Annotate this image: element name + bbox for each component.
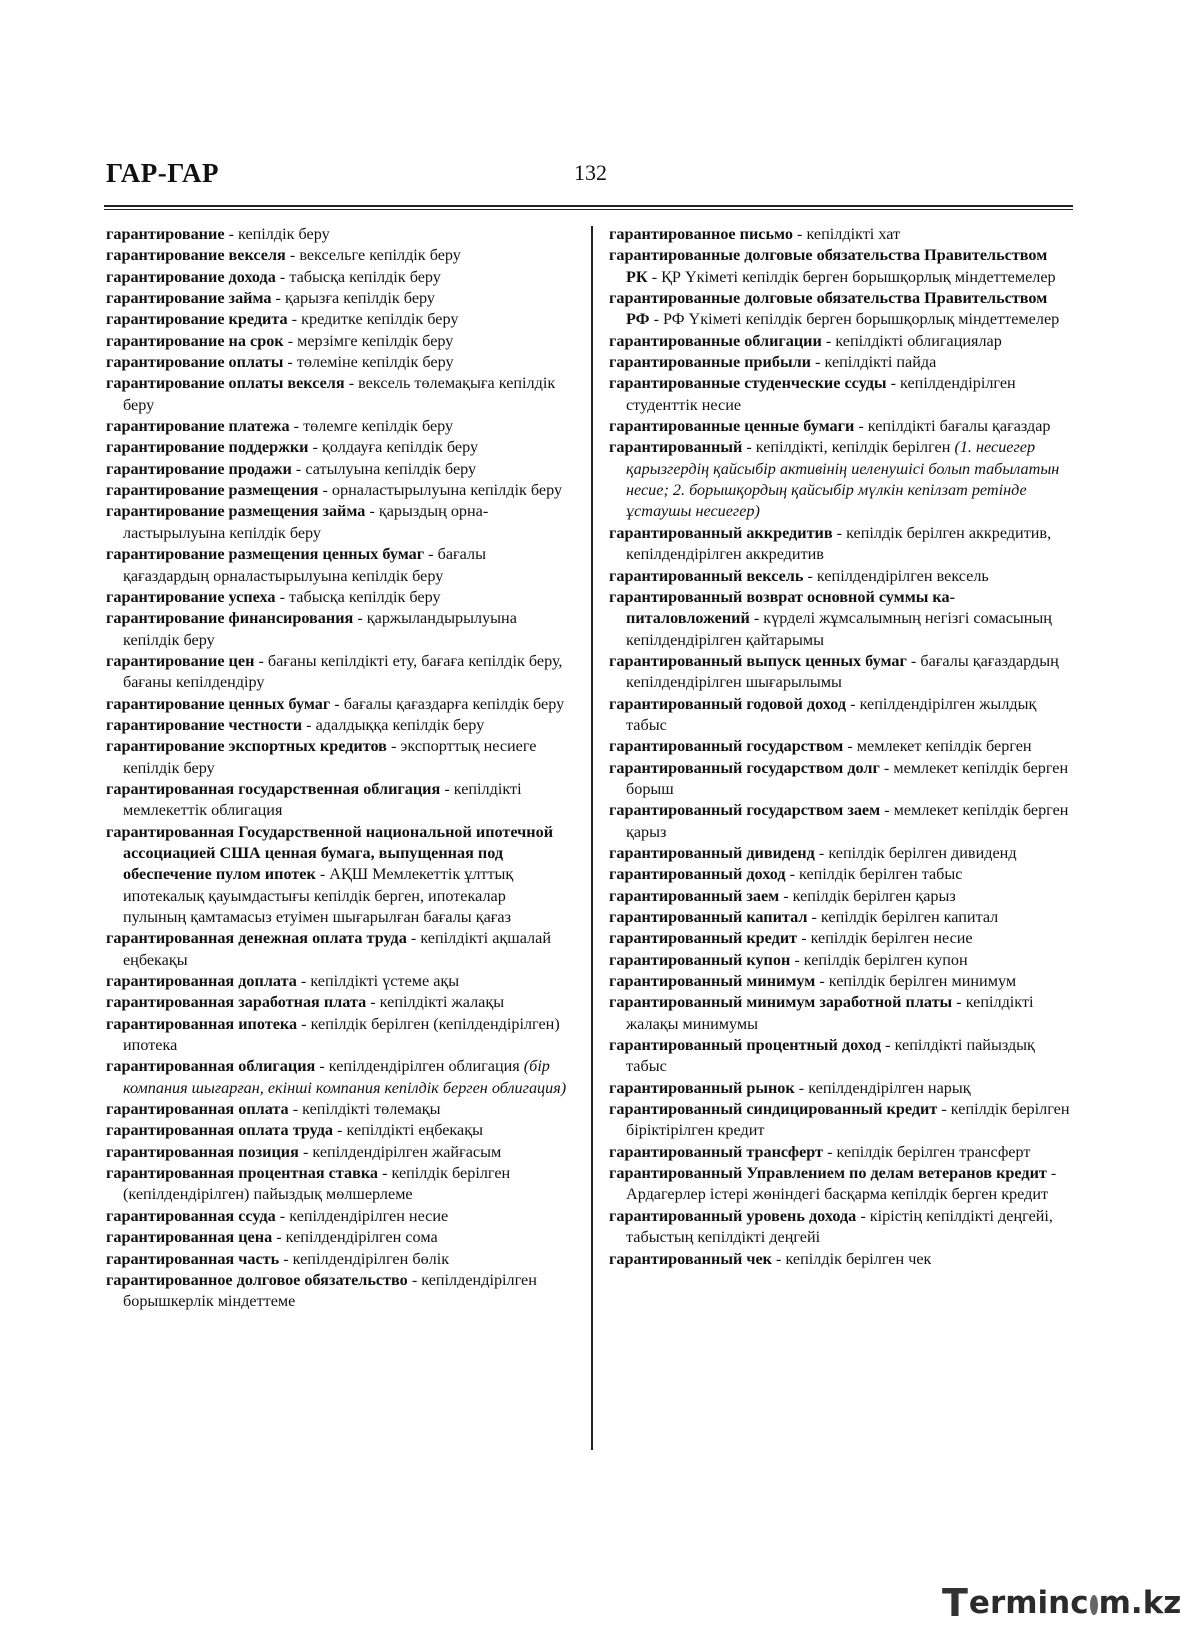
entry-term: гарантирование на срок [106, 331, 284, 350]
dictionary-entry [106, 822, 568, 929]
entry-separator: - [647, 267, 662, 286]
entry-separator: - [797, 929, 811, 948]
entry-definition: мемлекет кепілдік берген [856, 737, 1032, 756]
entry-separator: - [880, 801, 894, 820]
dictionary-entry [609, 1163, 1071, 1206]
entry-definition: АҚШ Мемлекеттік ұлттық ипотекалық қауымдастығы кепілдік берген, ипотекалар пулының қамтамасыз етуімен шығарылған бағалы қағаз [123, 865, 514, 926]
entry-term: гарантирование экспортных кредитов [106, 737, 387, 756]
entry-term: гарантированный [609, 438, 743, 457]
entry-term: гарантированная денежная оплата труда [106, 929, 407, 948]
entry-term: гарантированный государством долг [609, 758, 880, 777]
entry-definition: кепілдендірілген вексель [816, 566, 989, 585]
entry-separator: - [794, 1078, 809, 1097]
entry-separator: - [742, 438, 756, 457]
dictionary-entry [609, 843, 1071, 864]
entry-definition: кепілдік берілген (кепілдендірілген) ипотека [123, 1014, 560, 1055]
entry-definition: кредитке кепілдік беру [301, 310, 459, 329]
dictionary-entry [106, 1014, 568, 1057]
entry-term: гарантированный синдицированный кредит [609, 1100, 938, 1119]
entry-separator: - [814, 843, 829, 862]
header-title: ГАР-ГАР [106, 158, 219, 188]
dictionary-entry [106, 437, 568, 458]
dictionary-entry [106, 1099, 568, 1120]
entry-separator: - [807, 908, 821, 926]
termincom-logo [942, 1581, 1181, 1625]
entry-term: гарантированный купон [609, 950, 791, 969]
entry-term: гарантирование кредита [106, 310, 288, 329]
entry-separator: - [353, 609, 367, 628]
entry-separator: - [821, 331, 836, 350]
entry-separator: - [283, 331, 298, 350]
entry-separator: - [952, 993, 966, 1012]
entry-definition: бағалы қағаздардың орналастырылуына кепілдік беру [123, 545, 486, 585]
entry-separator: - [289, 417, 304, 436]
entry-term: гарантированные студенческие ссуды [609, 374, 887, 393]
entry-term: гарантированная часть [106, 1249, 280, 1268]
entry-separator: - [406, 929, 421, 948]
entry-definition: мемлекет кепілдік берген борыш [626, 758, 1069, 798]
entry-term: гарантированные облигации [609, 331, 822, 350]
dictionary-entry [609, 950, 1071, 971]
dictionary-entry [609, 331, 1071, 352]
dictionary-entry [106, 1206, 568, 1227]
entry-term: гарантированная доплата [106, 972, 297, 991]
entry-term: гарантирование платежа [106, 417, 290, 436]
dictionary-entry [609, 1206, 1071, 1249]
dictionary-entry [106, 971, 568, 992]
entry-term: гарантированный Управлением по делам ветеранов кредит [609, 1164, 1047, 1183]
entry-term: гарантированный чек [609, 1249, 772, 1268]
entry-term: гарантированные долговые обязательства Правительством РФ [609, 289, 1048, 329]
entry-definition: кепілдік берілген (кепілдендірілген) пайыздық мөлшерлеме [123, 1164, 511, 1204]
logo-text-part2: m.kz [1098, 1585, 1181, 1621]
entry-definition: қарызға кепілдік беру [284, 289, 435, 308]
entry-term: гарантированная государственная облигация [106, 779, 441, 798]
entry-definition: вексельге кепілдік беру [299, 246, 461, 265]
entry-definition: кепілдік берілген купон [803, 950, 968, 969]
entry-term: гарантированный кредит [609, 929, 798, 948]
entry-separator: - [315, 865, 330, 884]
entry-separator: - [254, 651, 268, 670]
entry-definition: кепілдікті бағалы қағаздар [867, 417, 1051, 436]
entry-note: (бір компания шығарған, екінші компания кепілдік берген облигация) [123, 1057, 567, 1097]
dictionary-entry [106, 1056, 568, 1099]
entry-term: гарантированный уровень дохода [609, 1206, 857, 1225]
entry-term: гарантированный годовой доход [609, 694, 847, 713]
entry-definition: вексель төлемақыға кепілдік беру [123, 374, 556, 414]
entry-definition: кепілдендірілген жайғасым [312, 1142, 502, 1161]
logo-letter: T [942, 1581, 968, 1625]
entry-definition: кепілдікті, кепілдік берілген [755, 438, 951, 457]
dictionary-entry [609, 1142, 1071, 1163]
entry-definition: Ардагерлер істері жөніндегі басқарма кепілдік берген кредит [626, 1185, 1049, 1204]
entry-separator: - [315, 1057, 329, 1076]
entry-definition: сатылуына кепілдік беру [305, 459, 477, 478]
dictionary-entry [106, 416, 568, 437]
entry-definition: төлеміне кепілдік беру [296, 353, 454, 372]
entry-separator: - [790, 950, 804, 969]
entry-separator: - [832, 523, 847, 542]
entry-term: гарантированный процентный доход [609, 1036, 882, 1055]
dictionary-entry [609, 992, 1071, 1035]
dictionary-entry [106, 694, 568, 715]
entry-separator: - [330, 694, 344, 713]
entry-term: гарантированная заработная плата [106, 993, 367, 1012]
entry-definition: кепілдікті хат [806, 225, 901, 243]
entry-separator: - [856, 1206, 870, 1225]
dictionary-entry [106, 1120, 568, 1141]
dictionary-entry [106, 928, 568, 971]
dictionary-entry [609, 288, 1071, 331]
entry-definition: кепілдікті облигациялар [835, 331, 1002, 350]
entry-definition: кепілдік берілген дивиденд [828, 843, 1017, 862]
entry-term: гарантированная облигация [106, 1057, 316, 1076]
entry-definition: кепілдік берілген минимум [828, 972, 1017, 991]
entry-term: гарантирование успеха [106, 587, 276, 606]
entry-definition: кепілдік берілген табыс [799, 865, 963, 884]
entry-separator: - [344, 374, 359, 393]
entry-term: гарантированное письмо [609, 225, 793, 243]
entry-definition: кепілдікті еңбекақы [346, 1121, 483, 1140]
column-divider [591, 226, 593, 1450]
entry-note: (1. несиегер қарызгердің қайсыбір активінің иеленушісі болып табылатын несие; 2. борышқордың қайсыбір мүлкін кепілзат ретінде ұстаушы несиегер) [626, 438, 1060, 521]
entry-separator: - [275, 267, 290, 286]
entry-term: гарантирование ценных бумаг [106, 694, 331, 713]
dictionary-entry [609, 886, 1071, 907]
entry-definition: кепілдік беру [238, 225, 330, 243]
dictionary-entry [609, 971, 1071, 992]
dictionary-entry [609, 566, 1071, 587]
dictionary-entry [609, 523, 1071, 566]
entry-term: гарантированный вексель [609, 566, 804, 585]
entry-separator: - [291, 459, 306, 478]
entry-definition: экспорттық несиеге кепілдік беру [123, 737, 537, 777]
entry-definition: кепілдікті пайыздық табыс [626, 1036, 1035, 1076]
entry-term: гарантированная ссуда [106, 1206, 276, 1225]
dictionary-entry [106, 245, 568, 266]
entry-term: гарантированная оплата [106, 1100, 289, 1119]
dictionary-entry [609, 758, 1071, 801]
dictionary-entry [106, 480, 568, 501]
entry-definition: адалдыққа кепілдік беру [315, 715, 485, 734]
dictionary-entry [609, 416, 1071, 437]
entry-term: гарантированная Государственной национальной ипотечной ассоциацией США ценная бумага, выпущенная под обеспечение пулом ипотек [106, 822, 554, 884]
dictionary-entry [106, 459, 568, 480]
entry-definition: қаржыландырылуына кепілдік беру [123, 609, 517, 649]
entry-term: гарантированная процентная ставка [106, 1164, 379, 1183]
entry-definition: кепілдендірілген несие [289, 1206, 449, 1225]
dictionary-entry [609, 800, 1071, 843]
dictionary-entry [609, 245, 1071, 288]
dictionary-entry [106, 992, 568, 1013]
entry-separator: - [333, 1121, 347, 1140]
entry-definition: РФ Үкіметі кепілдік берген борышқорлық міндеттемелер [663, 310, 1060, 329]
entry-separator: - [881, 1036, 895, 1055]
entry-definition: кепілдендірілген сома [285, 1228, 438, 1247]
entry-definition: кепілдендірілген борышкерлік міндеттеме [123, 1270, 537, 1311]
entry-definition: мерзімге кепілдік беру [297, 331, 454, 350]
entry-separator: - [275, 1206, 290, 1225]
entry-definition: кепілдік берілген капитал [820, 908, 999, 926]
dictionary-entry [106, 651, 568, 694]
entry-term: гарантирование финансирования [106, 609, 354, 628]
entry-term: гарантирование поддержки [106, 438, 309, 457]
dictionary-entry [609, 587, 1071, 651]
entry-separator: - [386, 737, 401, 756]
entry-separator: - [288, 1100, 303, 1119]
entry-definition: кепілдік берілген қарыз [792, 886, 956, 905]
entry-definition: табысқа кепілдік беру [289, 587, 441, 606]
entry-separator: - [749, 609, 764, 628]
logo-ring-icon [1090, 1595, 1098, 1615]
entry-separator: - [296, 972, 311, 991]
entry-separator: - [283, 353, 297, 372]
entry-separator: - [1046, 1164, 1057, 1183]
entry-term: гарантированный аккредитив [609, 523, 833, 542]
entry-separator: - [279, 1249, 293, 1268]
entry-term: гарантирование оплаты векселя [106, 374, 345, 393]
dictionary-entry [609, 352, 1071, 373]
entry-separator: - [771, 1249, 786, 1268]
entry-term: гарантирование оплаты [106, 353, 284, 372]
entry-definition: күрделі жұмсалымның негізгі сомасының кепілдендірілген қайтарымы [626, 609, 1052, 649]
entry-term: гарантирование [106, 225, 225, 243]
entry-definition: кепілдік берілген біріктірілген кредит [626, 1100, 1070, 1140]
logo-text-part1: erminc [968, 1585, 1089, 1621]
right-column [609, 224, 1071, 1270]
entry-separator: - [846, 694, 860, 713]
entry-separator: - [854, 417, 868, 436]
entry-term: гарантированный рынок [609, 1078, 795, 1097]
entry-term: гарантирование займа [106, 289, 272, 308]
dictionary-entry [609, 694, 1071, 737]
dictionary-entry [106, 608, 568, 651]
dictionary-entry [106, 352, 568, 373]
entry-term: гарантированный выпуск ценных бумаг [609, 651, 907, 670]
entry-definition: орналастырылуына кепілдік беру [331, 481, 563, 500]
entry-separator: - [792, 225, 807, 243]
dictionary-entry [106, 544, 568, 587]
entry-term: гарантирование продажи [106, 459, 292, 478]
entry-separator: - [785, 865, 799, 884]
dictionary-entry [609, 1078, 1071, 1099]
entry-separator: - [366, 993, 380, 1012]
entry-definition: кепілдікті ақшалай еңбекақы [123, 929, 551, 969]
entry-definition: табысқа кепілдік беру [289, 267, 441, 286]
dictionary-entry [106, 267, 568, 288]
entry-separator: - [937, 1100, 951, 1119]
entry-term: гарантированная цена [106, 1228, 273, 1247]
entry-separator: - [440, 779, 454, 798]
left-column [106, 224, 568, 1313]
entry-term: гарантированные ценные бумаги [609, 417, 855, 436]
entry-separator: - [287, 310, 302, 329]
dictionary-entry [609, 373, 1071, 416]
entry-separator: - [365, 502, 379, 521]
entry-term: гарантированный капитал [609, 908, 808, 926]
entry-definition: бағалы қағаздардың кепілдендірілген шығарылымы [626, 651, 1059, 692]
entry-definition: кепілдік берілген аккредитив, кепілдендірілген аккредитив [626, 523, 1052, 564]
dictionary-entry [609, 1249, 1071, 1270]
dictionary-entry [106, 1227, 568, 1248]
entry-definition: кепілдікті жалақы минимумы [626, 993, 1034, 1033]
entry-term: гарантированный трансферт [609, 1142, 824, 1161]
entry-separator: - [906, 651, 921, 670]
dictionary-entry [106, 1163, 568, 1206]
entry-term: гарантированный дивиденд [609, 843, 815, 862]
entry-term: гарантированные долговые обязательства Правительством РК [609, 246, 1048, 286]
entry-separator: - [649, 310, 663, 329]
entry-separator: - [224, 225, 238, 243]
entry-term: гарантированная ипотека [106, 1014, 298, 1033]
entry-term: гарантированный заем [609, 886, 780, 905]
entry-term: гарантирование цен [106, 651, 255, 670]
entry-term: гарантированный государством заем [609, 801, 881, 820]
dictionary-entry [106, 224, 568, 245]
entry-separator: - [275, 587, 289, 606]
entry-definition: кепілдік берілген чек [785, 1249, 932, 1268]
entry-definition: кепілдендірілген облигация [328, 1057, 520, 1076]
entry-separator: - [297, 1014, 311, 1033]
entry-separator: - [378, 1164, 392, 1183]
entry-definition: кепілдік берілген несие [810, 929, 973, 948]
entry-separator: - [815, 972, 829, 991]
entry-definition: кепілдендірілген жылдық табыс [626, 694, 1037, 734]
dictionary-entry [106, 587, 568, 608]
entry-term: гарантирование размещения займа [106, 502, 366, 521]
entry-definition: бағалы қағаздарға кепілдік беру [343, 694, 565, 713]
dictionary-entry [106, 331, 568, 352]
dictionary-entry [609, 651, 1071, 694]
dictionary-entry [106, 288, 568, 309]
entry-separator: - [318, 481, 332, 500]
entry-definition: төлемге кепілдік беру [303, 417, 454, 436]
dictionary-entry [609, 907, 1071, 928]
entry-definition: қарыздың орналастырылуына кепілдік беру [123, 502, 489, 542]
entry-definition: мемлекет кепілдік берген қарыз [626, 801, 1069, 841]
entry-separator: - [302, 715, 316, 734]
entry-term: гарантированная позиция [106, 1142, 299, 1161]
dictionary-entry [106, 1270, 568, 1313]
dictionary-entry [609, 1099, 1071, 1142]
dictionary-entry [106, 779, 568, 822]
dictionary-entry [106, 373, 568, 416]
entry-term: гарантирование дохода [106, 267, 276, 286]
dictionary-entry [106, 736, 568, 779]
entry-definition: ҚР Үкіметі кепілдік берген борышқорлық міндеттемелер [661, 267, 1056, 286]
entry-separator: - [272, 1228, 286, 1247]
entry-separator: - [407, 1270, 422, 1289]
dictionary-entry [609, 1035, 1071, 1078]
entry-term: гарантированные прибыли [609, 353, 811, 372]
dictionary-entry [609, 224, 1071, 245]
dictionary-entry [106, 501, 568, 544]
entry-definition: қолдауға кепілдік беру [321, 438, 479, 457]
entry-definition: кепілдікті жалақы [379, 993, 505, 1012]
entry-term: гарантирование векселя [106, 246, 286, 265]
entry-separator: - [285, 246, 300, 265]
entry-separator: - [779, 886, 793, 905]
entry-term: гарантирование честности [106, 715, 303, 734]
entry-definition: кепілдікті пайда [824, 353, 937, 372]
entry-term: гарантированный минимум заработной платы [609, 993, 953, 1012]
dictionary-entry [609, 928, 1071, 949]
entry-separator: - [271, 289, 285, 308]
entry-definition: кепілдікті мемлекеттік облигация [123, 779, 522, 820]
entry-separator: - [308, 438, 322, 457]
entry-separator: - [886, 374, 901, 393]
entry-term: гарантированный государством [609, 737, 844, 756]
entry-definition: кепілдікті үстеме ақы [310, 972, 460, 991]
dictionary-entry [106, 1142, 568, 1163]
entry-term: гарантированный минимум [609, 972, 816, 991]
entry-definition: кепілдендірілген бөлік [292, 1249, 450, 1268]
entry-definition: кепілдендірілген студенттік несие [626, 374, 1016, 414]
entry-separator: - [811, 353, 825, 372]
entry-term: гарантированная оплата труда [106, 1121, 333, 1140]
entry-definition: кепілдікті төлемақы [302, 1100, 441, 1119]
entry-separator: - [823, 1142, 837, 1161]
dictionary-entry [609, 437, 1071, 522]
entry-definition: кірістің кепілдікті деңгейі, табыстың кепілдікті деңгейі [626, 1206, 1053, 1247]
dictionary-entry [106, 715, 568, 736]
dictionary-entry [106, 1249, 568, 1270]
dictionary-entry [106, 309, 568, 330]
entry-term: гарантирование размещения [106, 481, 319, 500]
entry-term: гарантированный возврат основной суммы капиталовложений [609, 587, 955, 628]
entry-term: гарантирование размещения ценных бумаг [106, 545, 425, 564]
entry-definition: кепілдік берілген трансферт [836, 1142, 1031, 1161]
entry-definition: кепілдендірілген нарық [808, 1078, 971, 1097]
entry-separator: - [843, 737, 857, 756]
header-rule [104, 205, 1073, 210]
page-number: 132 [574, 160, 607, 185]
entry-separator: - [298, 1142, 313, 1161]
entry-separator: - [424, 545, 438, 564]
dictionary-entry [609, 864, 1071, 885]
entry-term: гарантированное долговое обязательство [106, 1270, 408, 1289]
dictionary-entry [609, 736, 1071, 757]
entry-term: гарантированный доход [609, 865, 786, 884]
entry-definition: бағаны кепілдікті ету, бағаға кепілдік беру, бағаны кепілдендіру [123, 651, 563, 692]
entry-separator: - [803, 566, 817, 585]
entry-separator: - [879, 758, 894, 777]
